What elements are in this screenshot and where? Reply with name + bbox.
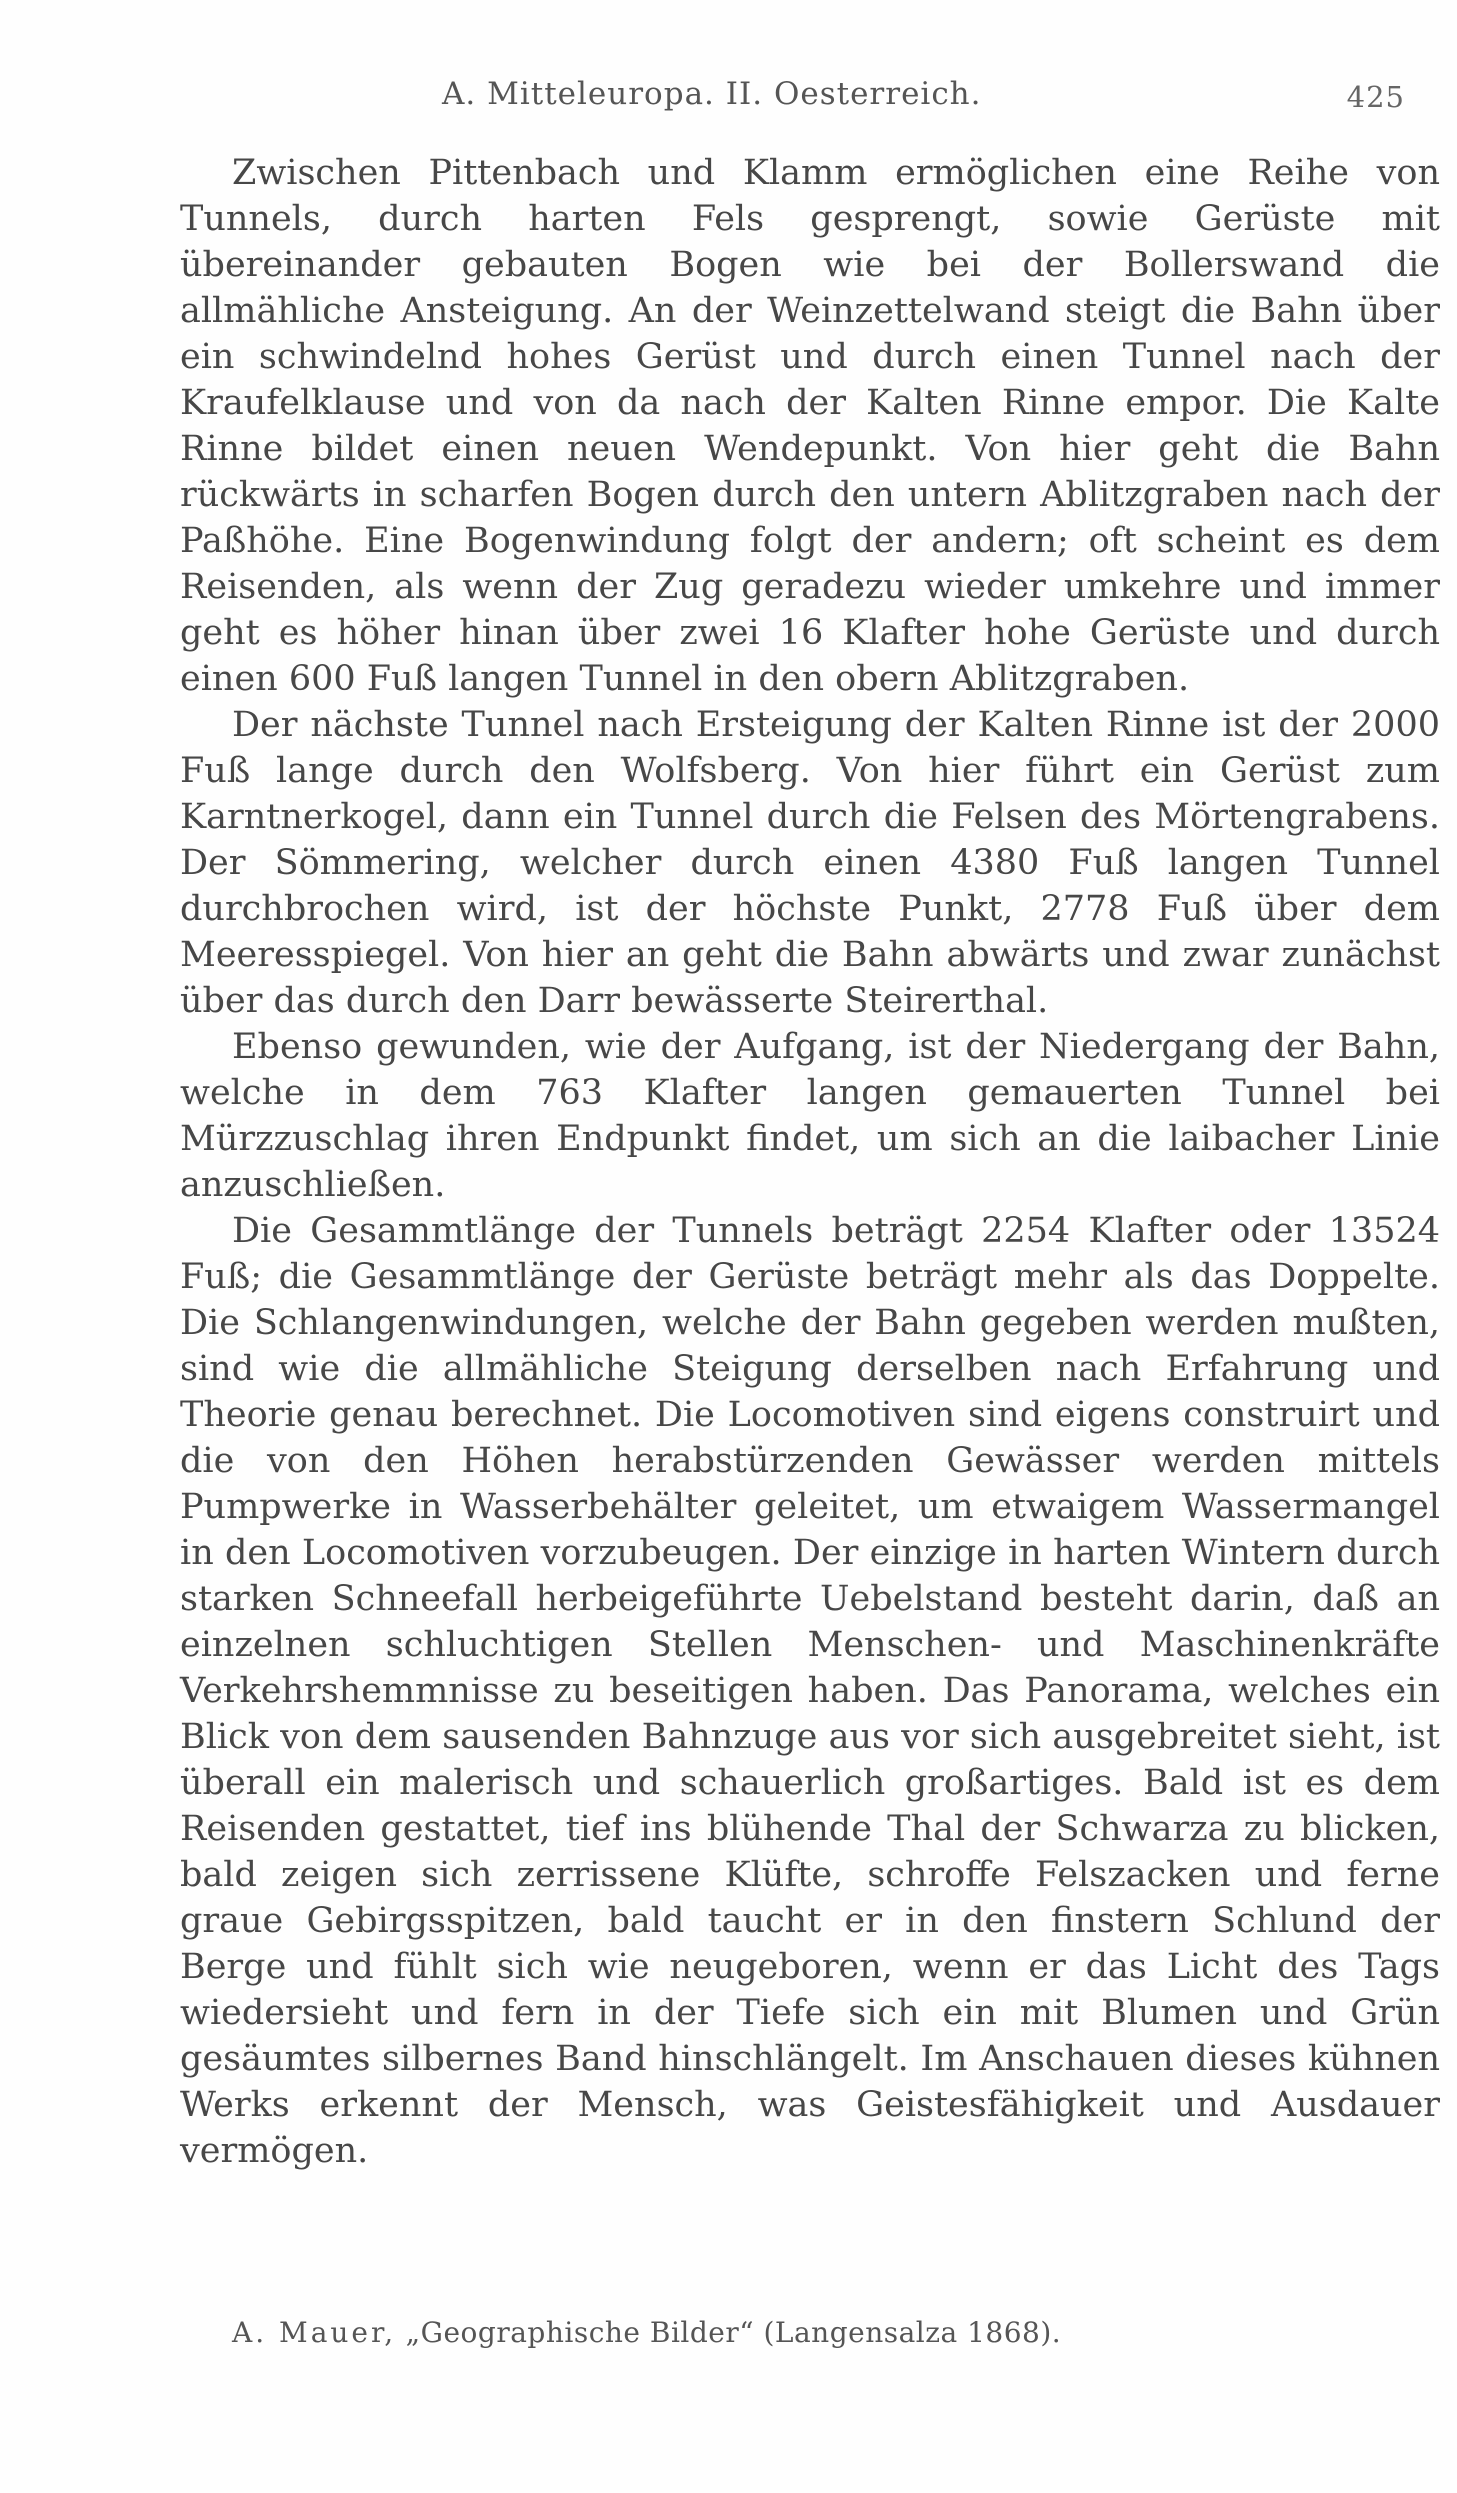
page-number: 425 [1346, 80, 1405, 114]
running-head-title: A. Mitteleuropa. II. Oesterreich. [442, 76, 982, 112]
source-citation [232, 2316, 1061, 2349]
paragraph: Die Gesammtlänge der Tunnels beträgt 2254 Klafter oder 13524 Fuß; die Gesammtlänge der Gerüste beträgt mehr als das Doppelte. Die Schlangenwindungen, welche der Bahn gegeben werden mußten, sind wie die allmähliche Steigung derselben nach Erfahrung und Theorie genau berechnet. Die Locomotiven sind eigens construirt und die von den Höhen herabstürzenden Gewässer werden mittels Pumpwerke in Wasserbehälter geleitet, um etwaigem Wassermangel in den Locomotiven vorzubeugen. Der einzige in harten Wintern durch starken Schneefall herbeigeführte Uebelstand besteht darin, daß an einzelnen schluchtigen Stellen Menschen- und Maschinenkräfte Verkehrshemmnisse zu beseitigen haben. Das Panorama, welches ein Blick von dem sausenden Bahnzuge aus vor sich ausgebreitet sieht, ist überall ein malerisch und schauerlich großartiges. Bald ist es dem Reisenden gestattet, tief ins blühende Thal der Schwarza zu blicken, bald zeigen sich zerrissene Klüfte, schroffe Felszacken und ferne graue Gebirgsspitzen, bald taucht er in den finstern Schlund der Berge und fühlt sich wie neugeboren, wenn er das Licht des Tags wiedersieht und fern in der Tiefe sich ein mit Blumen und Grün gesäumtes silbernes Band hinschlängelt. Im Anschauen dieses kühnen Werks erkennt der Mensch, was Geistesfähigkeit und Ausdauer vermögen. [180, 1211, 1440, 2171]
paragraph: Der nächste Tunnel nach Ersteigung der Kalten Rinne ist der 2000 Fuß lange durch den Wolfsberg. Von hier führt ein Gerüst zum Karntnerkogel, dann ein Tunnel durch die Felsen des Mörtengrabens. Der Sömmering, welcher durch einen 4380 Fuß langen Tunnel durchbrochen wird, ist der höchste Punkt, 2778 Fuß über dem Meeresspiegel. Von hier an geht die Bahn abwärts und zwar zunächst über das durch den Darr bewässerte Steirerthal. [180, 705, 1440, 1021]
body-text [180, 150, 1440, 2174]
citation-author: A. Mauer, [232, 2316, 397, 2349]
running-head [180, 70, 1440, 130]
citation-work: „Geographische Bilder“ [405, 2316, 755, 2349]
paragraph: Zwischen Pittenbach und Klamm ermöglichen eine Reihe von Tunnels, durch harten Fels gesprengt, sowie Gerüste mit übereinander gebauten Bogen wie bei der Bollerswand die allmähliche Ansteigung. An der Weinzettelwand steigt die Bahn über ein schwindelnd hohes Gerüst und durch einen Tunnel nach der Kraufelklause und von da nach der Kalten Rinne empor. Die Kalte Rinne bildet einen neuen Wendepunkt. Von hier geht die Bahn rückwärts in scharfen Bogen durch den untern Ablitzgraben nach der Paßhöhe. Eine Bogenwindung folgt der andern; oft scheint es dem Reisenden, als wenn der Zug geradezu wieder umkehre und immer geht es höher hinan über zwei 16 Klafter hohe Gerüste und durch einen 600 Fuß langen Tunnel in den obern Ablitzgraben. [180, 153, 1440, 699]
paragraph: Ebenso gewunden, wie der Aufgang, ist der Niedergang der Bahn, welche in dem 763 Klafter langen gemauerten Tunnel bei Mürzzuschlag ihren Endpunkt findet, um sich an die laibacher Linie anzuschließen. [180, 1027, 1440, 1205]
citation-publisher: (Langensalza 1868). [763, 2316, 1062, 2349]
